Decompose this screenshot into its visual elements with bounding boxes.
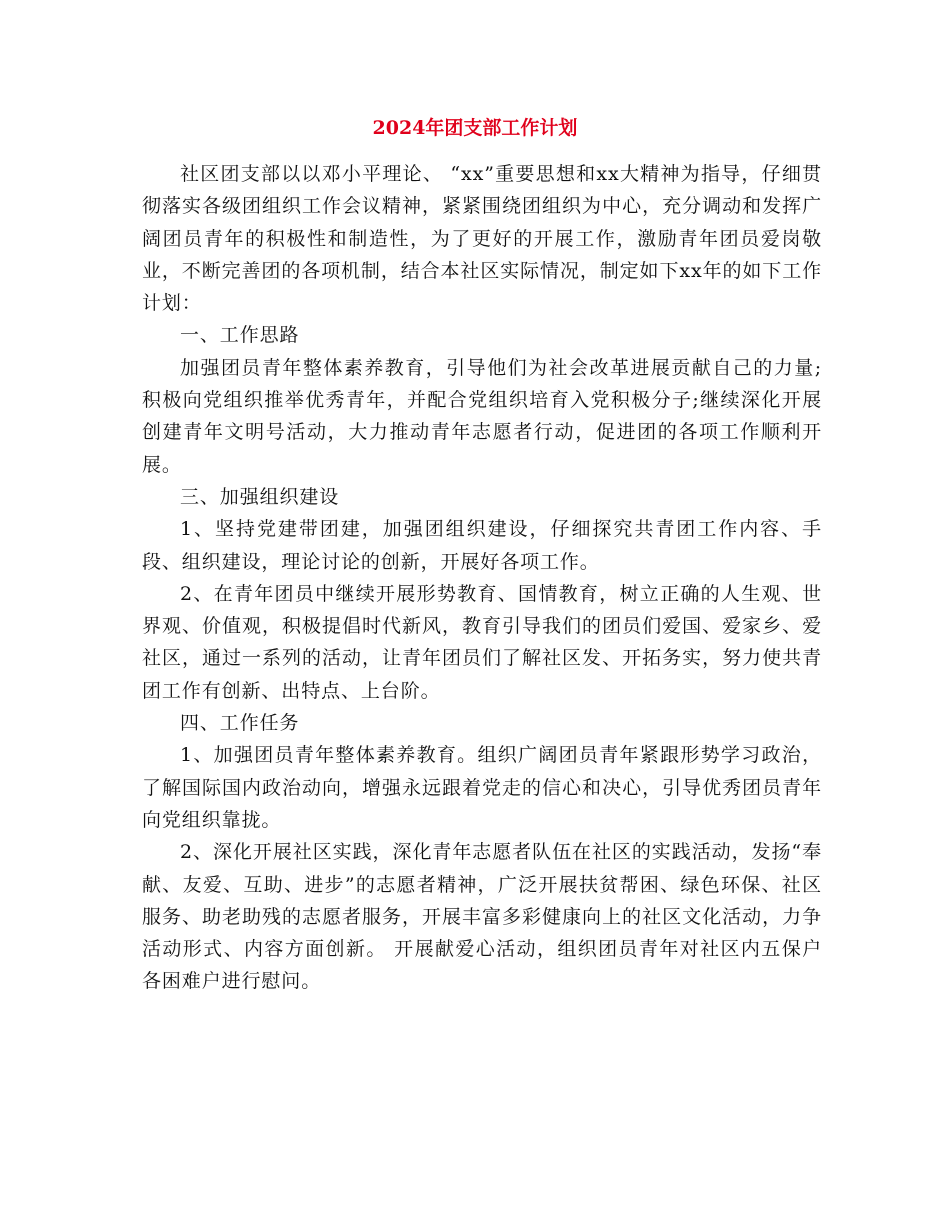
heading-work-approach: 一、工作思路 [180, 324, 300, 347]
paragraph-task-2: 2、深化开展社区实践，深化青年志愿者队伍在社区的实践活动，发扬“奉献、友爱、互助、进步”的志愿者精神，广泛开展扶贫帮困、绿色环保、社区服务、助老助残的志愿者服务，开展丰富多彩健康向上的社区文化活动，力争活动形式、内容方面创新。 开展献爱心活动，组织团员青年对社区内五保户各困难户进行慰问。 [142, 841, 822, 993]
paragraph-organization-1: 1、坚持党建带团建，加强团组织建设，仔细探究共青团工作内容、手段、组织建设，理论讨论的创新，开展好各项工作。 [142, 518, 822, 573]
paragraph-work-approach: 加强团员青年整体素养教育，引导他们为社会改革进展贡献自己的力量;积极向党组织推举优秀青年，并配合党组织培育入党积极分子;继续深化开展创建青年文明号活动，大力推动青年志愿者行动，促进团的各项工作顺利开展。 [142, 356, 822, 476]
document-title: 2024年团支部工作计划 [372, 117, 578, 139]
paragraph-task-1: 1、加强团员青年整体素养教育。组织广阔团员青年紧跟形势学习政治，了解国际国内政治动向，增强永远跟着党走的信心和决心，引导优秀团员青年向党组织靠拢。 [142, 744, 822, 831]
heading-work-tasks: 四、工作任务 [180, 712, 300, 735]
heading-organization-building: 三、加强组织建设 [180, 485, 340, 508]
paragraph-organization-2: 2、在青年团员中继续开展形势教育、国情教育，树立正确的人生观、世界观、价值观，积极提倡时代新风，教育引导我们的团员们爱国、爱家乡、爱社区，通过一系列的活动，让青年团员们了解社区发、开拓务实，努力使共青团工作有创新、出特点、上台阶。 [142, 582, 822, 702]
paragraph-intro: 社区团支部以以邓小平理论、 “xx”重要思想和xx大精神为指导，仔细贯彻落实各级团组织工作会议精神，紧紧围绕团组织为中心，充分调动和发挥广阔团员青年的积极性和制造性，为了更好的开展工作，激励青年团员爱岗敬业，不断完善团的各项机制，结合本社区实际情况，制定如下xx年的如下工作计划： [142, 163, 822, 315]
document-body [142, 158, 822, 998]
